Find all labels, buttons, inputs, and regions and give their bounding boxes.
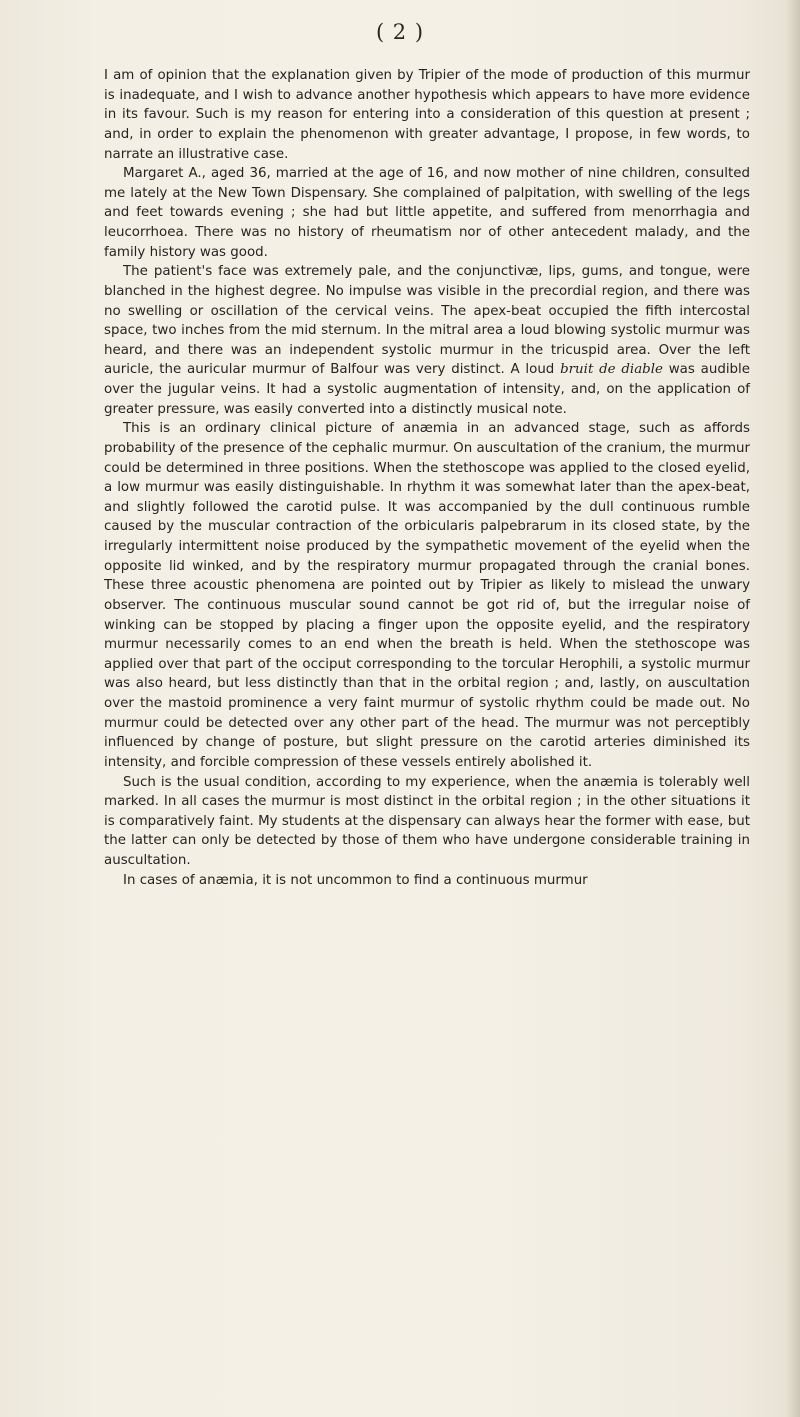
- bruit-de-diable-term: bruit de diable: [560, 362, 663, 378]
- page-number: ( 2 ): [375, 20, 425, 44]
- paragraph-continuous-murmur: In cases of anæmia, it is not uncommon to find a continuous murmur: [123, 872, 588, 888]
- body-text: [104, 66, 750, 890]
- paragraph-examination-text: The patient's face was extremely pale, and the conjunctivæ, lips, gums, and tongue, were blanched in the highest degree. No impulse was visible in the precordial region, and there was no swelling or oscillation of the cervical veins. The apex-beat occupied the fifth intercostal space, two inches from the mid sternum. In the mitral area a loud blowing systolic murmur was heard, and there was an independent systolic murmur in the tricuspid area. Over the left auricle, the auricular murmur of Balfour was very distinct. A loud: [104, 264, 750, 378]
- paragraph-examination: [104, 262, 750, 419]
- paragraph-examination-text-after: was audible over the jugular veins. It had a systolic augmentation of intensity, and, on the application of greater pressure, was easily converted into a distinctly musical note.: [104, 362, 750, 417]
- paragraph-case-history: Margaret A., aged 36, married at the age of 16, and now mother of nine children, consulted me lately at the New Town Dispensary. She complained of palpitation, with swelling of the legs and feet towards evening ; she had but little appetite, and suffered from menorrhagia and leucorrhoea. There was no history of rheumatism nor of other antecedent malady, and the family history was good.: [104, 166, 750, 260]
- paragraph-usual-condition: Such is the usual condition, according to my experience, when the anæmia is tolerably well marked. In all cases the murmur is most distinct in the orbital region ; in the other situations it is comparatively faint. My students at the dispensary can always hear the former with ease, but the latter can only be detected by those of them who have undergone considerable training in auscultation.: [104, 774, 750, 868]
- paragraph-cephalic-murmur: This is an ordinary clinical picture of anæmia in an advanced stage, such as affords probability of the presence of the cephalic murmur. On auscultation of the cranium, the murmur could be determined in three positions. When the stethoscope was applied to the closed eyelid, a low murmur was easily distinguishable. In rhythm it was somewhat later than the apex-beat, and slightly followed the carotid pulse. It was accompanied by the dull continuous rumble caused by the muscular contraction of the orbicularis palpebrarum in its closed state, by the irregularly intermittent noise produced by the sympathetic movement of the eyelid when the opposite lid winked, and by the respiratory murmur propagated through the cranial bones. These three acoustic phenomena are pointed out by Tripier as likely to mislead the unwary observer. The continuous muscular sound cannot be got rid of, but the irregular noise of winking can be stopped by placing a finger upon the opposite eyelid, and the respiratory murmur necessarily comes to an end when the breath is held. When the stethoscope was applied over that part of the occiput corresponding to the torcular Herophili, a systolic murmur was also heard, but less distinctly than that in the orbital region ; and, lastly, on auscultation over the mastoid prominence a very faint murmur of systolic rhythm could be made out. No murmur could be detected over any other part of the head. The murmur was not perceptibly influenced by change of posture, but slight pressure on the carotid arteries diminished its intensity, and forcible compression of these vessels entirely abolished it.: [104, 421, 750, 770]
- paragraph-intro: I am of opinion that the explanation given by Tripier of the mode of production of this murmur is inadequate, and I wish to advance another hypothesis which appears to have more evidence in its favour. Such is my reason for entering into a consideration of this question at present ; and, in order to explain the phenomenon with greater advantage, I propose, in few words, to narrate an illustrative case.: [104, 68, 750, 162]
- page-edge-shadow: [786, 0, 800, 1417]
